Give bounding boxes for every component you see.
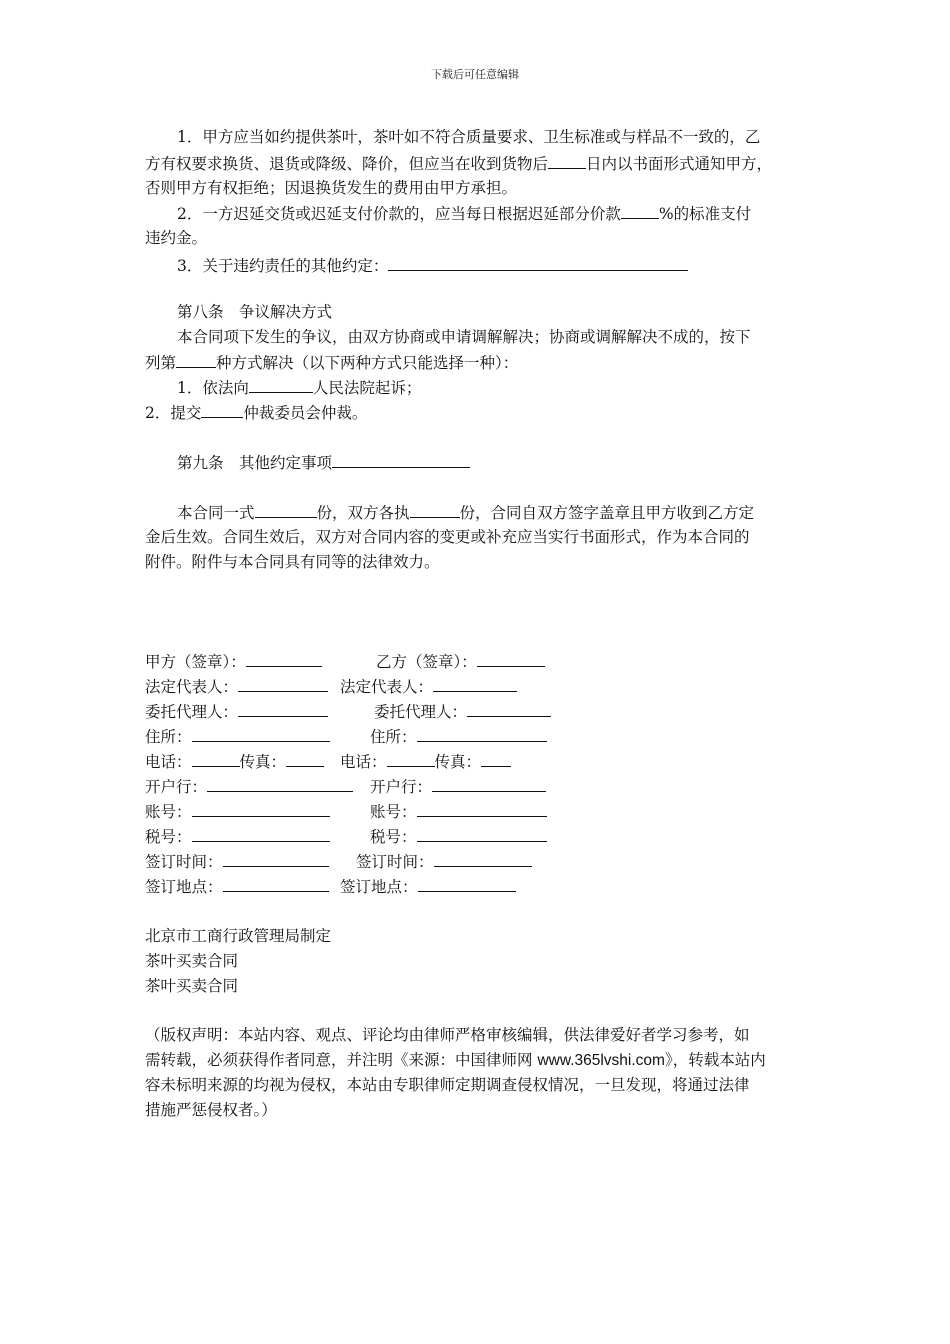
- clause-1-line-3: 否则甲方有权拒绝；因退换货发生的费用由甲方承担。: [145, 179, 518, 197]
- article-8-option-2: [145, 402, 367, 423]
- court-blank[interactable]: [249, 377, 313, 393]
- sign-place-b-blank[interactable]: [418, 876, 516, 892]
- account-b-label: 账号：: [370, 803, 417, 821]
- clause-1-line-1: 1．甲方应当如约提供茶叶，茶叶如不符合质量要求、卫生标准或与样品不一致的，乙: [177, 128, 761, 146]
- phone-a-label: 电话：: [145, 753, 192, 771]
- agent-a-label: 委托代理人：: [145, 703, 239, 721]
- percent-blank[interactable]: [621, 203, 659, 219]
- sign-time-a-blank[interactable]: [223, 851, 329, 867]
- doc-title-1: 茶叶买卖合同: [145, 952, 239, 970]
- clause-3-line: [177, 255, 688, 276]
- sign-time-b-label: 签订时间：: [356, 853, 434, 871]
- method-blank[interactable]: [176, 352, 216, 368]
- party-b-seal-blank[interactable]: [477, 651, 545, 667]
- source-url: www.365lvshi.com: [537, 1052, 665, 1069]
- clause-2-line-2: 违约金。: [145, 229, 208, 247]
- clause-2-line-1: [177, 203, 751, 224]
- bank-b-row: [370, 776, 546, 797]
- option-1-text-a: 1．依法向: [177, 379, 249, 397]
- account-a-label: 账号：: [145, 803, 192, 821]
- agent-a-blank[interactable]: [238, 701, 328, 717]
- contact-a-row: [145, 751, 324, 772]
- effect-line-1: [177, 502, 754, 523]
- phone-b-blank[interactable]: [387, 751, 435, 767]
- fax-a-blank[interactable]: [286, 751, 324, 767]
- legal-rep-b-label: 法定代表人：: [340, 678, 434, 696]
- clause-2-text-b: %的标准支付: [658, 205, 752, 223]
- address-a-blank[interactable]: [192, 726, 330, 742]
- address-a-label: 住所：: [145, 728, 192, 746]
- page-header: 下载后可任意编辑: [431, 68, 519, 81]
- address-a-row: [145, 726, 330, 747]
- copyright-text-b: 》，转载本站内: [664, 1051, 766, 1069]
- arbitration-blank[interactable]: [201, 402, 243, 418]
- tax-a-row: [145, 826, 330, 847]
- sign-place-a-blank[interactable]: [223, 876, 329, 892]
- bank-a-row: [145, 776, 353, 797]
- copies-each-blank[interactable]: [410, 502, 460, 518]
- sign-place-b-label: 签订地点：: [340, 878, 418, 896]
- sign-time-b-row: [356, 851, 532, 872]
- agent-b-blank[interactable]: [467, 701, 551, 717]
- effect-text-a: 本合同一式: [177, 504, 255, 522]
- article-8-text-b: 种方式解决（以下两种方式只能选择一种）：: [216, 354, 519, 372]
- effect-line-3: 附件。附件与本合同具有同等的法律效力。: [145, 553, 440, 571]
- option-2-text-a: 2．提交: [145, 404, 202, 422]
- party-a-row: [145, 651, 322, 672]
- sign-place-b-row: [340, 876, 516, 897]
- option-2-text-b: 仲裁委员会仲裁。: [243, 404, 368, 422]
- agent-b-label: 委托代理人：: [374, 703, 468, 721]
- party-a-seal-blank[interactable]: [246, 651, 322, 667]
- fax-b-blank[interactable]: [481, 751, 511, 767]
- sign-place-a-label: 签订地点：: [145, 878, 223, 896]
- address-b-label: 住所：: [370, 728, 417, 746]
- legal-rep-b-blank[interactable]: [433, 676, 517, 692]
- agent-a-row: [145, 701, 328, 722]
- account-a-row: [145, 801, 330, 822]
- article-8-line-2: [145, 352, 518, 373]
- other-matters-blank[interactable]: [332, 452, 470, 468]
- clause-1-text-a: 方有权要求换货、退货或降级、降价，但应当在收到货物后: [145, 155, 549, 173]
- account-b-blank[interactable]: [417, 801, 547, 817]
- party-b-row: [376, 651, 545, 672]
- effect-line-2: 金后生效。合同生效后，双方对合同内容的变更或补充应当实行书面形式，作为本合同的: [145, 528, 750, 546]
- legal-rep-a-row: [145, 676, 328, 697]
- legal-rep-a-blank[interactable]: [238, 676, 328, 692]
- days-blank[interactable]: [548, 153, 586, 169]
- clause-1-text-b: 日内以书面形式通知甲方，: [586, 155, 773, 173]
- agent-b-row: [374, 701, 551, 722]
- copyright-line-1: （版权声明：本站内容、观点、评论均由律师严格审核编辑，供法律爱好者学习参考，如: [145, 1026, 750, 1044]
- sign-time-a-label: 签订时间：: [145, 853, 223, 871]
- account-a-blank[interactable]: [192, 801, 330, 817]
- article-9-line: [177, 452, 470, 473]
- article-8-option-1: [177, 377, 421, 398]
- clause-2-text-a: 2．一方迟延交货或迟延支付价款的，应当每日根据迟延部分价款: [177, 205, 621, 223]
- party-a-label: 甲方（签章）：: [145, 653, 246, 671]
- legal-rep-b-row: [340, 676, 517, 697]
- copyright-line-4: 措施严惩侵权者。）: [145, 1101, 277, 1119]
- effect-text-b: 份，双方各执: [316, 504, 410, 522]
- maker-line: 北京市工商行政管理局制定: [145, 927, 332, 945]
- option-1-text-b: 人民法院起诉；: [312, 379, 422, 397]
- phone-a-blank[interactable]: [192, 751, 240, 767]
- legal-rep-a-label: 法定代表人：: [145, 678, 239, 696]
- tax-b-label: 税号：: [370, 828, 417, 846]
- clause-3-text: 3．关于违约责任的其他约定：: [177, 257, 389, 275]
- article-9-title: 第九条 其他约定事项: [177, 454, 333, 472]
- clause-1-line-2: [145, 153, 772, 174]
- party-b-label: 乙方（签章）：: [376, 653, 477, 671]
- sign-time-a-row: [145, 851, 329, 872]
- sign-time-b-blank[interactable]: [434, 851, 532, 867]
- sign-place-a-row: [145, 876, 329, 897]
- copyright-line-2: [145, 1050, 766, 1071]
- tax-a-label: 税号：: [145, 828, 192, 846]
- article-8-line-1: 本合同项下发生的争议，由双方协商或申请调解解决；协商或调解解决不成的，按下: [177, 328, 751, 346]
- phone-b-label: 电话：: [340, 753, 387, 771]
- tax-b-row: [370, 826, 547, 847]
- bank-b-blank[interactable]: [432, 776, 546, 792]
- effect-text-c: 份，合同自双方签字盖章且甲方收到乙方定: [459, 504, 755, 522]
- account-b-row: [370, 801, 547, 822]
- other-liability-blank[interactable]: [388, 255, 688, 271]
- copies-total-blank[interactable]: [255, 502, 317, 518]
- bank-a-label: 开户行：: [145, 778, 208, 796]
- fax-a-label: 传真：: [239, 753, 287, 771]
- copyright-text-a: 需转载，必须获得作者同意，并注明《来源：中国律师网: [145, 1051, 538, 1069]
- fax-b-label: 传真：: [434, 753, 482, 771]
- copyright-line-3: 容未标明来源的均视为侵权，本站由专职律师定期调查侵权情况，一旦发现，将通过法律: [145, 1076, 750, 1094]
- bank-b-label: 开户行：: [370, 778, 433, 796]
- article-8-title: 第八条 争议解决方式: [177, 303, 333, 321]
- tax-a-blank[interactable]: [192, 826, 330, 842]
- contact-b-row: [340, 751, 511, 772]
- bank-a-blank[interactable]: [207, 776, 353, 792]
- address-b-row: [370, 726, 547, 747]
- tax-b-blank[interactable]: [417, 826, 547, 842]
- doc-title-2: 茶叶买卖合同: [145, 977, 239, 995]
- article-8-text-a: 列第: [145, 354, 177, 372]
- address-b-blank[interactable]: [417, 726, 547, 742]
